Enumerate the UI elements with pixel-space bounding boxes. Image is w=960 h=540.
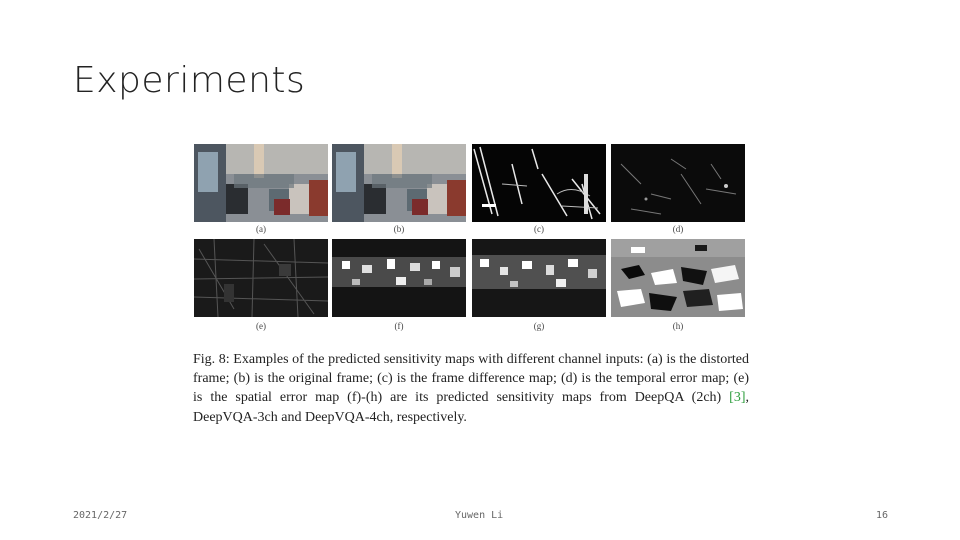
- footer-page-number: 16: [876, 510, 889, 521]
- caption-text-end: , DeepVQA-3ch and DeepVQA-4ch, respectively.: [193, 390, 749, 425]
- caption-citation-link[interactable]: [3]: [729, 390, 746, 406]
- panel-d-label: (d): [672, 224, 684, 234]
- figure-caption: [193, 350, 749, 427]
- panel-e-spatial-error-image: [194, 239, 328, 317]
- panel-g-label: (g): [533, 321, 545, 331]
- panel-f-sensitivity-map-2ch-image: [332, 239, 466, 317]
- panel-a-distorted-frame-image: [194, 144, 328, 222]
- panel-c-frame-difference-image: [472, 144, 606, 222]
- panel-f-label: (f): [394, 321, 404, 331]
- caption-text-start: Fig. 8: Examples of the predicted sensitivity maps with different channel inputs: (a) is the distorted frame; (b) is the original frame; (c) is the frame difference map; (d) is the temporal error map; (e) is the spatial error map (f)-(h) are its predicted sensitivity maps from DeepQA (2ch): [193, 352, 749, 406]
- panel-b-original-frame-image: [332, 144, 466, 222]
- footer-date: 2021/2/27: [73, 510, 128, 521]
- panel-d-temporal-error-image: [611, 144, 745, 222]
- slide-title: Experiments: [73, 60, 306, 101]
- panel-g-sensitivity-map-3ch-image: [472, 239, 606, 317]
- footer-author: Yuwen Li: [455, 510, 504, 521]
- panel-c-label: (c): [534, 224, 544, 234]
- panel-a-label: (a): [256, 224, 266, 234]
- panel-h-sensitivity-map-4ch-image: [611, 239, 745, 317]
- panel-h-label: (h): [672, 321, 684, 331]
- panel-b-label: (b): [393, 224, 405, 234]
- panel-e-label: (e): [256, 321, 266, 331]
